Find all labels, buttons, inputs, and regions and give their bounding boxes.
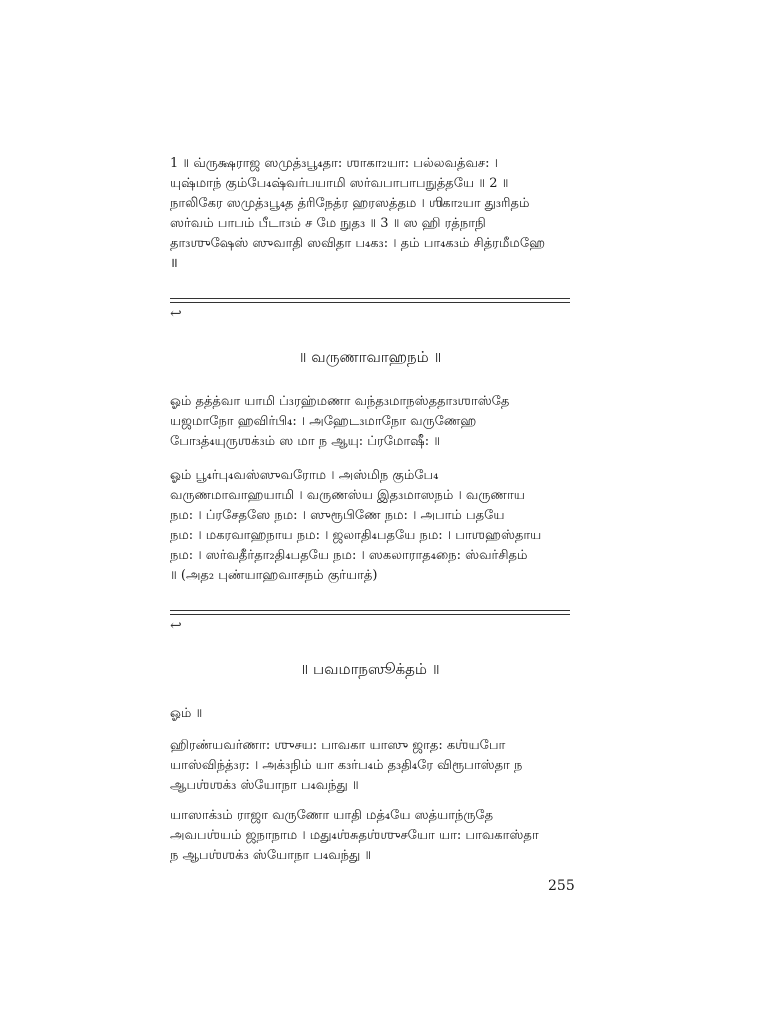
return-arrow-icon[interactable]: ↩: [170, 306, 182, 322]
text-line: நாலிகேர ஸமுத்₃பூ₄த த்ரிநேத்ர ஹரஸத்தம । ஶிகா₂யா து₃ரிதம்: [170, 196, 530, 211]
text-line: தா₃ஶுஷேஸ் ஸுவாதி ஸவிதா ப₄க₃: । தம் பா₄க₃ம் சித்ரமீமஹே: [170, 236, 546, 251]
text-line: ஓம் ॥: [170, 706, 203, 721]
text-line: ஸர்வம் பாபம் பீடா₃ம் ச மே நுத₃ ॥ 3 ॥ ஸ ஹி ரத்நாநி: [170, 216, 486, 231]
paragraph: [170, 466, 590, 586]
section-divider: [170, 298, 570, 303]
section-divider: [170, 610, 570, 615]
paragraph: [170, 806, 590, 866]
text-line: நம: । மகரவாஹநாய நம: । ஜலாதி₄பதயே நம: । பாஶஹஸ்தாய: [170, 528, 542, 543]
verse-block-1: [170, 154, 590, 274]
text-line: அவபஶ்யம் ஜநாநாம । மது₄ஶ்சுதஶ்ஶுசயோ யா: பாவகாஸ்தா: [170, 828, 539, 843]
text-line: ஓம் பூ₄ர்பு₄வஸ்ஸுவரோம । அஸ்மிந கும்பே₄: [170, 468, 439, 483]
page-number: 255: [548, 878, 575, 894]
return-arrow-icon[interactable]: ↩: [170, 618, 182, 634]
text-line: யாஸாக்₃ம் ராஜா வருணோ யாதி மத்₄யே ஸத்யாந்ருதே: [170, 808, 494, 823]
text-line: ந ஆபஶ்ஶக்₃ ஸ்யோநா ப₄வந்து ॥: [170, 848, 372, 863]
text-line: போ₃த்₄யுருஶக்₃ம் ஸ மா ந ஆயு: ப்ரமோஷீ: ॥: [170, 434, 441, 449]
text-line: வருணமாவாஹயாமி । வருணஸ்ய இத₃மாஸநம் । வருணாய: [170, 488, 525, 503]
section-title-varuna-avahanam: ॥ வருணாவாஹநம் ॥: [298, 348, 442, 366]
text-line: ॥: [170, 256, 178, 271]
paragraph: [170, 392, 590, 452]
paragraph: [170, 704, 590, 724]
text-line: யாஸ்விந்த்₃ர: । அக்₃நிம் யா க₃ர்ப₄ம் த₃தி₄ரே விரூபாஸ்தா ந: [170, 758, 523, 773]
paragraph: [170, 736, 590, 796]
text-line: ॥ (அத₂ புண்யாஹவாசநம் குர்யாத்): [170, 568, 378, 583]
section-title-pavamana-suktam: ॥ பவமாநஸூக்தம் ॥: [300, 660, 440, 678]
text-line: யுஷ்மாந் கும்பே₄ஷ்வர்பயாமி ஸர்வபாபாபநுத்தயே ॥ 2 ॥: [170, 176, 509, 191]
text-line: 1 ॥ வ்ருக்ஷராஜ ஸமுத்₃பூ₄தா: ஶாகா₂யா: பல்லவத்வச: ।: [170, 156, 498, 171]
text-line: ஓம் தத்த்வா யாமி ப்₃ரஹ்மணா வந்த₃மாநஸ்ததா₃ஶாஸ்தே: [170, 394, 510, 409]
text-line: நம: । ஸர்வதீர்தா₂தி₄பதயே நம: । ஸகலாராத₄நை: ஸ்வர்சிதம்: [170, 548, 528, 563]
text-line: ஆபஶ்ஶக்₃ ஸ்யோநா ப₄வந்து ॥: [170, 778, 359, 793]
text-line: நம: । ப்ரசேதஸே நம: । ஸுரூபிணே நம: । அபாம் பதயே: [170, 508, 505, 523]
text-line: யஜமாநோ ஹவிர்பி₄: । அஹேட₃மாநோ வருணேஹ: [170, 414, 477, 429]
text-line: ஹிரண்யவர்ணா: ஶுசய: பாவகா யாஸு ஜாத: கஶ்யபோ: [170, 738, 506, 753]
